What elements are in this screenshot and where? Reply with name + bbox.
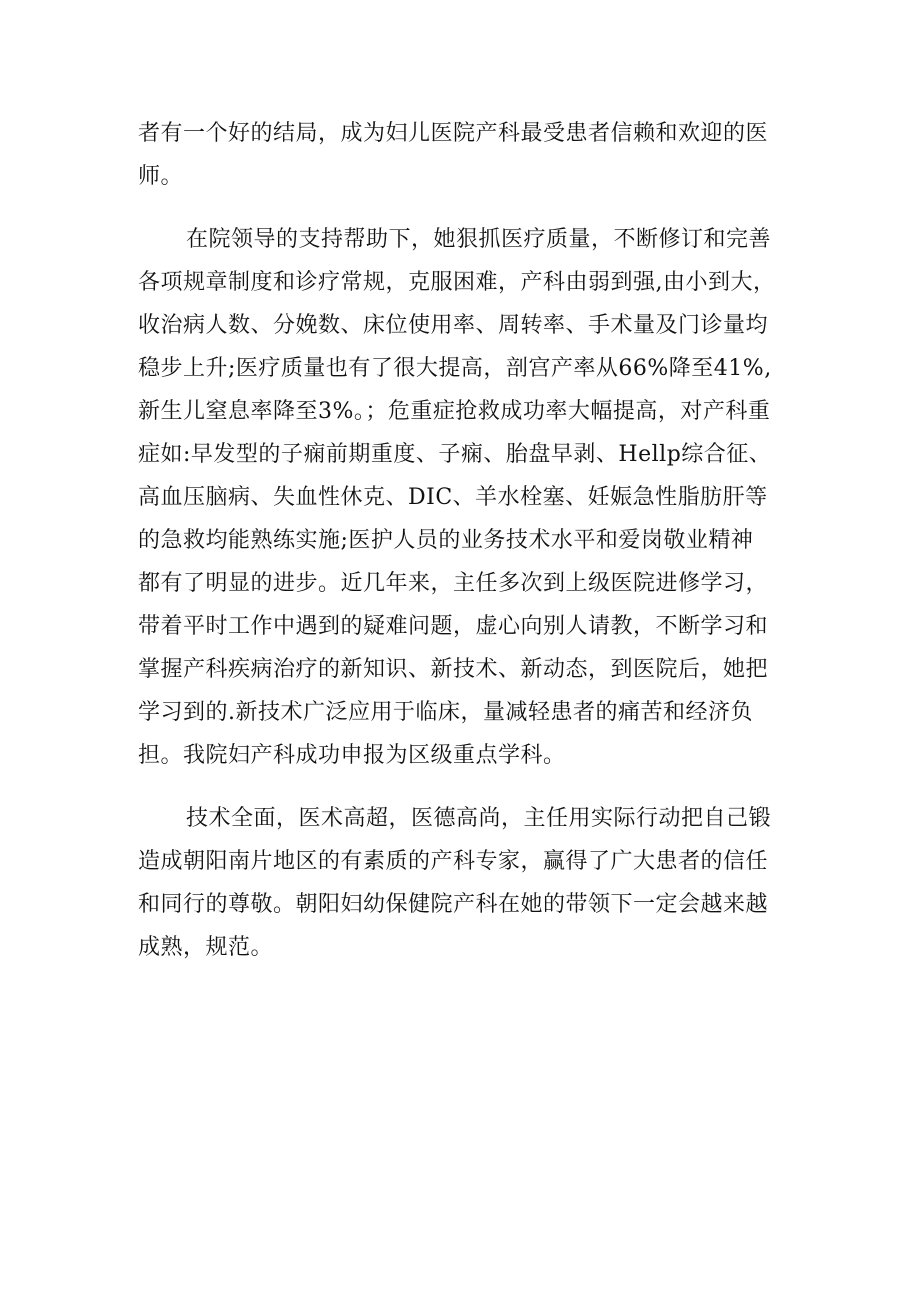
paragraph-2-line-13: 担。我院妇产科成功申报为区级重点学科。	[138, 743, 566, 768]
paragraph-3-line-3: 和同行的尊敬。朝阳妇幼保健院产科在她的带领下一定会越来越	[138, 892, 769, 917]
paragraph-2-line-5: 新生儿窒息率降至3%。；危重症抢救成功率大幅提高，对产科重	[138, 399, 771, 424]
paragraph-1-line-1: 者有一个好的结局，成为妇儿医院产科最受患者信赖和欢迎的医	[138, 121, 769, 146]
paragraph-3-line-2: 造成朝阳南片地区的有素质的产科专家，赢得了广大患者的信任	[138, 849, 769, 874]
paragraph-2-line-6: 症如:早发型的子痫前期重度、子痫、胎盘早剥、Hellp综合征、	[138, 442, 772, 467]
paragraph-2-line-7: 高血压脑病、失血性休克、DIC、羊水栓塞、妊娠急性脂肪肝等	[138, 485, 768, 510]
paragraph-2-line-10: 带着平时工作中遇到的疑难问题，虚心向别人请教，不断学习和	[138, 614, 769, 639]
paragraph-2-line-9: 都有了明显的进步。近几年来，主任多次到上级医院进修学习，	[138, 571, 769, 596]
paragraph-2-line-8: 的急救均能熟练实施;医护人员的业务技术水平和爱岗敬业精神	[138, 528, 754, 553]
paragraph-2-line-4: 稳步上升;医疗质量也有了很大提高，剖宫产率从66%降至41%,	[138, 356, 772, 381]
paragraph-2-line-2: 各项规章制度和诊疗常规，克服困难，产科由弱到强,由小到大，	[138, 270, 776, 295]
paragraph-2-line-11: 掌握产科疾病治疗的新知识、新技术、新动态，到医院后，她把	[138, 657, 769, 682]
paragraph-3-line-4: 成熟，规范。	[138, 935, 274, 960]
paragraph-2-line-3: 收治病人数、分娩数、床位使用率、周转率、手术量及门诊量均	[138, 313, 769, 338]
paragraph-2-line-1: 在院领导的支持帮助下，她狠抓医疗质量，不断修订和完善	[186, 227, 772, 252]
paragraph-3-line-1: 技术全面，医术高超，医德高尚，主任用实际行动把自己锻	[186, 806, 772, 831]
paragraph-2-line-12: 学习到的.新技术广泛应用于临床，量减轻患者的痛苦和经济负	[138, 700, 753, 725]
paragraph-1-line-2: 师。	[138, 164, 184, 189]
